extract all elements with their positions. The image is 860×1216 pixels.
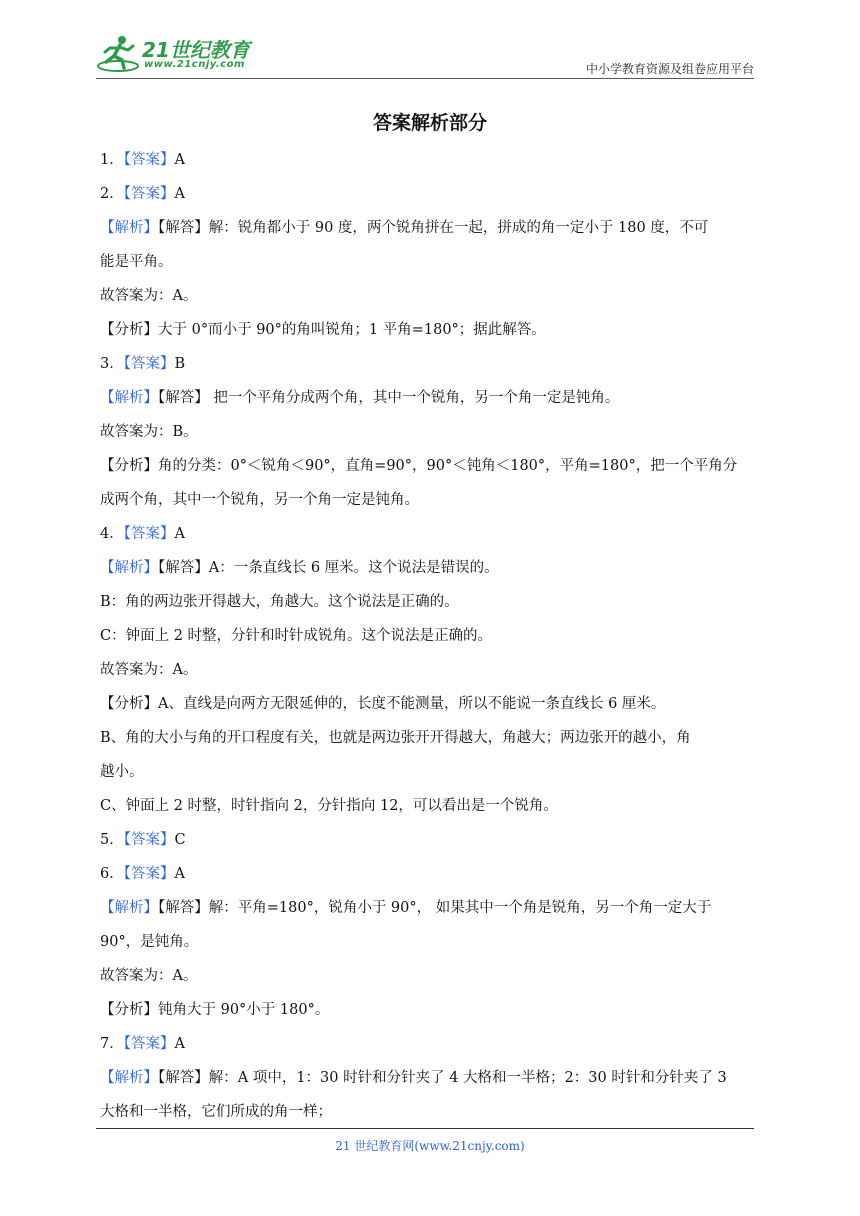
text-line: [100, 456, 760, 476]
line-text: 【解答】解：锐角都小于 90 度，两个锐角拼在一起，拼成的角一定小于 180 度，不可: [158, 220, 709, 236]
answer-tag: 【答案】: [123, 526, 175, 542]
text-line: [100, 932, 760, 952]
runner-logo-icon: [96, 32, 140, 76]
line-text: 4．: [100, 526, 124, 542]
line-text: 【解答】 把一个平角分成两个角，其中一个锐角，另一个角一定是钝角。: [158, 390, 620, 406]
line-text: A: [174, 186, 185, 202]
line-text: C、钟面上 2 时整，时针指向 2，分针指向 12，可以看出是一个锐角。: [100, 798, 558, 814]
line-text: 故答案为：A。: [100, 662, 198, 678]
text-line: [100, 1102, 760, 1122]
answer-tag: 【解析】: [100, 1070, 158, 1086]
line-text: 【分析】钝角大于 90°小于 180°。: [100, 1002, 330, 1018]
footer-divider: [96, 1128, 754, 1129]
answer-tag: 【答案】: [123, 152, 175, 168]
text-line: [100, 1000, 760, 1020]
text-line: [100, 660, 760, 680]
text-line: [100, 150, 760, 170]
text-line: [100, 796, 760, 816]
answer-tag: 【答案】: [123, 356, 175, 372]
text-line: [100, 218, 760, 238]
line-text: B：角的两边张开得越大，角越大。这个说法是正确的。: [100, 594, 459, 610]
line-text: 成两个角，其中一个锐角，另一个角一定是钝角。: [100, 492, 419, 508]
line-text: 故答案为：A。: [100, 288, 198, 304]
line-text: B、角的大小与角的开口程度有关，也就是两边张开开得越大，角越大；两边张开的越小，角: [100, 730, 691, 746]
text-line: [100, 354, 760, 374]
line-text: 越小。: [100, 764, 144, 780]
answer-tag: 【答案】: [123, 832, 175, 848]
text-line: [100, 252, 760, 272]
text-line: [100, 490, 760, 510]
line-text: A: [174, 526, 185, 542]
line-text: 【解答】解：A 项中，1：30 时针和分针夹了 4 大格和一半格；2：30 时针和分针夹了 3: [158, 1070, 727, 1086]
line-text: 【分析】A、直线是向两方无限延伸的，长度不能测量，所以不能说一条直线长 6 厘米。: [100, 696, 666, 712]
text-line: [100, 184, 760, 204]
logo-url: www.21cnjy.com: [144, 59, 245, 70]
line-text: 7．: [100, 1036, 124, 1052]
answer-tag: 【解析】: [100, 220, 158, 236]
line-text: 【分析】大于 0°而小于 90°的角叫锐角；1 平角=180°；据此解答。: [100, 322, 546, 338]
logo-text: 21世纪教育: [142, 38, 250, 62]
line-text: 大格和一半格，它们所成的角一样；: [100, 1104, 332, 1120]
line-text: 6．: [100, 866, 124, 882]
text-line: [100, 728, 760, 748]
line-text: 5．: [100, 832, 124, 848]
line-text: 2．: [100, 186, 124, 202]
line-text: A: [174, 152, 185, 168]
header-divider: [96, 78, 754, 79]
line-text: 90°，是钝角。: [100, 934, 199, 950]
text-line: [100, 1068, 760, 1088]
text-line: [100, 966, 760, 986]
line-text: 【分析】角的分类：0°＜锐角＜90°，直角=90°，90°＜钝角＜180°，平角=180°，把一个平角分: [100, 458, 738, 474]
answer-tag: 【解析】: [100, 900, 158, 916]
line-text: C: [174, 832, 186, 848]
text-line: [100, 558, 760, 578]
line-text: 故答案为：B。: [100, 424, 198, 440]
line-text: 1．: [100, 152, 124, 168]
answer-tag: 【解析】: [100, 390, 158, 406]
line-text: 【解答】解：平角=180°，锐角小于 90°， 如果其中一个角是锐角，另一个角一定大于: [158, 900, 712, 916]
line-text: 故答案为：A。: [100, 968, 198, 984]
answer-tag: 【答案】: [123, 866, 175, 882]
answer-tag: 【答案】: [123, 186, 175, 202]
text-line: [100, 320, 760, 340]
page-title: 答案解析部分: [372, 112, 487, 134]
text-line: [100, 388, 760, 408]
line-text: 【解答】A：一条直线长 6 厘米。这个说法是错误的。: [158, 560, 499, 576]
text-line: [100, 524, 760, 544]
text-line: [100, 626, 760, 646]
line-text: A: [174, 866, 185, 882]
text-line: [100, 1034, 760, 1054]
text-line: [100, 592, 760, 612]
footer-text: 21 世纪教育网(www.21cnjy.com): [335, 1139, 525, 1153]
line-text: B: [174, 356, 186, 372]
line-text: 3．: [100, 356, 124, 372]
text-line: [100, 898, 760, 918]
answer-tag: 【解析】: [100, 560, 158, 576]
line-text: C：钟面上 2 时整，分针和时针成锐角。这个说法是正确的。: [100, 628, 493, 644]
text-line: [100, 762, 760, 782]
platform-name: 中小学教育资源及组卷应用平台: [585, 62, 754, 76]
text-line: [100, 694, 760, 714]
text-line: [100, 422, 760, 442]
text-line: [100, 286, 760, 306]
answer-tag: 【答案】: [123, 1036, 175, 1052]
text-line: [100, 864, 760, 884]
site-logo: [96, 32, 256, 76]
line-text: 能是平角。: [100, 254, 173, 270]
line-text: A: [174, 1036, 185, 1052]
text-line: [100, 830, 760, 850]
